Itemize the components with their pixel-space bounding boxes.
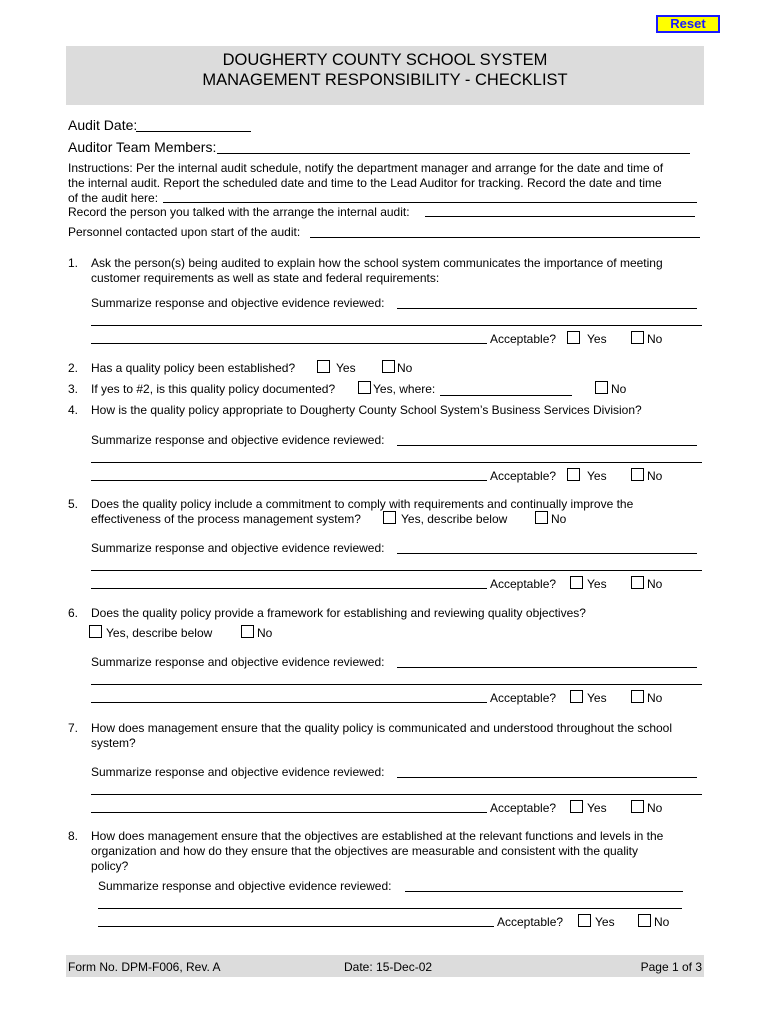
personnel-field[interactable] xyxy=(310,237,700,238)
q8-summary-line2[interactable] xyxy=(98,908,682,909)
q3-where-field[interactable] xyxy=(440,395,572,396)
q6-summary-line2[interactable] xyxy=(91,684,702,685)
q8-yes-checkbox[interactable] xyxy=(578,914,591,927)
footer-date: Date: 15-Dec-02 xyxy=(344,960,433,974)
q4-number: 4. xyxy=(68,403,79,417)
auditor-team-label: Auditor Team Members: xyxy=(68,139,217,155)
q3-text: If yes to #2, is this quality policy documented? xyxy=(91,382,336,396)
audit-date-label: Audit Date: xyxy=(68,117,138,133)
q6-acceptable-label: Acceptable? xyxy=(490,691,557,705)
q2-yes-checkbox[interactable] xyxy=(317,360,330,373)
q4-summary-line2[interactable] xyxy=(91,462,702,463)
q4-no-label: No xyxy=(647,469,663,483)
q1-no-checkbox[interactable] xyxy=(631,331,644,344)
q6-yes-label: Yes xyxy=(587,691,607,705)
q2-number: 2. xyxy=(68,361,79,375)
q5-no-label-acceptable: No xyxy=(647,577,663,591)
record-person-field[interactable] xyxy=(425,216,695,217)
q5-yes-checkbox[interactable] xyxy=(383,511,396,524)
q5-no-checkbox-acceptable[interactable] xyxy=(631,576,644,589)
q6-no-label-acceptable: No xyxy=(647,691,663,705)
q4-yes-label: Yes xyxy=(587,469,607,483)
q8-no-label: No xyxy=(654,915,670,929)
q5-number: 5. xyxy=(68,497,79,511)
q1-yes-label: Yes xyxy=(587,332,607,346)
q5-yes-checkbox-acceptable[interactable] xyxy=(570,576,583,589)
q5-yes-label: Yes xyxy=(587,577,607,591)
q5-summary-line3[interactable] xyxy=(91,588,487,589)
q6-text: Does the quality policy provide a framework for establishing and reviewing quality objectives? xyxy=(91,606,586,620)
header-title-line1: DOUGHERTY COUNTY SCHOOL SYSTEM xyxy=(222,51,548,69)
q3-no-label: No xyxy=(611,382,627,396)
audit-datetime-field[interactable] xyxy=(163,202,697,203)
q2-no-label: No xyxy=(397,361,413,375)
q3-number: 3. xyxy=(68,382,79,396)
q5-text-line2: effectiveness of the process management system? xyxy=(91,512,361,526)
q6-summary-line3[interactable] xyxy=(91,702,487,703)
q8-number: 8. xyxy=(68,829,79,843)
record-person-label: Record the person you talked with the arrange the internal audit: xyxy=(68,205,410,219)
q1-number: 1. xyxy=(68,256,79,270)
q6-yes-describe-label: Yes, describe below xyxy=(106,626,213,640)
q7-summary-line1[interactable] xyxy=(397,777,697,778)
q7-yes-label: Yes xyxy=(587,801,607,815)
q4-yes-checkbox[interactable] xyxy=(567,468,580,481)
q5-text: Does the quality policy include a commitment to comply with requirements and continually improve the xyxy=(91,497,634,511)
q7-number: 7. xyxy=(68,721,79,735)
q4-acceptable-label: Acceptable? xyxy=(490,469,557,483)
q8-summary-line3[interactable] xyxy=(98,926,494,927)
q3-no-checkbox[interactable] xyxy=(595,381,608,394)
form-header xyxy=(66,46,704,105)
q4-text: How is the quality policy appropriate to Dougherty County School System’s Business Services Division? xyxy=(91,403,642,417)
header-title-line2: MANAGEMENT RESPONSIBILITY - CHECKLIST xyxy=(202,71,568,89)
q7-summarize-label: Summarize response and objective evidence reviewed: xyxy=(91,765,385,779)
q5-summary-line2[interactable] xyxy=(91,570,702,571)
q6-yes-checkbox-acceptable[interactable] xyxy=(570,690,583,703)
q6-yes-checkbox[interactable] xyxy=(89,625,102,638)
q8-no-checkbox[interactable] xyxy=(638,914,651,927)
q4-summary-line1[interactable] xyxy=(397,445,697,446)
q1-acceptable-label: Acceptable? xyxy=(490,332,557,346)
q6-summarize-label: Summarize response and objective evidence reviewed: xyxy=(91,655,385,669)
q8-summarize-label: Summarize response and objective evidence reviewed: xyxy=(98,879,392,893)
q4-no-checkbox[interactable] xyxy=(631,468,644,481)
q8-acceptable-label: Acceptable? xyxy=(497,915,564,929)
q6-no-label: No xyxy=(257,626,273,640)
q1-no-label: No xyxy=(647,332,663,346)
q3-yes-checkbox[interactable] xyxy=(358,381,371,394)
q5-no-checkbox[interactable] xyxy=(535,511,548,524)
footer-page-number: Page 1 of 3 xyxy=(640,960,702,974)
auditor-team-field[interactable] xyxy=(217,153,690,154)
q6-no-checkbox[interactable] xyxy=(241,625,254,638)
q5-yes-describe-label: Yes, describe below xyxy=(401,512,508,526)
q4-summarize-label: Summarize response and objective evidence reviewed: xyxy=(91,433,385,447)
q5-no-label: No xyxy=(551,512,567,526)
q1-summary-line1[interactable] xyxy=(397,308,697,309)
q4-summary-line3[interactable] xyxy=(91,480,487,481)
q2-text: Has a quality policy been established? xyxy=(91,361,296,375)
q7-acceptable-label: Acceptable? xyxy=(490,801,557,815)
q5-summary-line1[interactable] xyxy=(397,553,697,554)
q3-yes-where-label: Yes, where: xyxy=(373,382,436,396)
q7-no-checkbox[interactable] xyxy=(631,800,644,813)
q6-number: 6. xyxy=(68,606,79,620)
q2-no-checkbox[interactable] xyxy=(382,360,395,373)
q7-summary-line3[interactable] xyxy=(91,812,487,813)
q1-summary-line3[interactable] xyxy=(91,343,487,344)
reset-button[interactable]: Reset xyxy=(656,15,720,33)
instructions-text: Instructions: Per the internal audit schedule, notify the department manager and arrange for the date and time of the internal audit. Report the scheduled date and time to the Lead Auditor for tracking. Record the date and time of the audit here: xyxy=(68,161,664,205)
q1-text: Ask the person(s) being audited to explain how the school system communicates the importance of meeting customer requirements as well as state and federal requirements: xyxy=(91,256,663,285)
q7-summary-line2[interactable] xyxy=(91,794,702,795)
q5-acceptable-label: Acceptable? xyxy=(490,577,557,591)
q6-summary-line1[interactable] xyxy=(397,667,697,668)
audit-date-field[interactable] xyxy=(136,131,251,132)
footer-form-number: Form No. DPM-F006, Rev. A xyxy=(68,960,221,974)
q8-text: How does management ensure that the objectives are established at the relevant functions and levels in the organization and how do they ensure that the objectives are measurable and consistent with the quality policy? xyxy=(91,829,664,873)
q7-text: How does management ensure that the quality policy is communicated and understood throughout the school system? xyxy=(91,721,673,750)
q7-yes-checkbox[interactable] xyxy=(570,800,583,813)
q8-yes-label: Yes xyxy=(595,915,615,929)
form-footer xyxy=(66,955,704,977)
q7-no-label: No xyxy=(647,801,663,815)
q2-yes-label: Yes xyxy=(336,361,356,375)
q5-summarize-label: Summarize response and objective evidence reviewed: xyxy=(91,541,385,555)
q8-summary-line1[interactable] xyxy=(405,891,683,892)
q1-summary-line2[interactable] xyxy=(91,325,702,326)
personnel-label: Personnel contacted upon start of the audit: xyxy=(68,225,301,239)
q1-yes-checkbox[interactable] xyxy=(567,331,580,344)
q6-no-checkbox-acceptable[interactable] xyxy=(631,690,644,703)
q1-summarize-label: Summarize response and objective evidence reviewed: xyxy=(91,296,385,310)
